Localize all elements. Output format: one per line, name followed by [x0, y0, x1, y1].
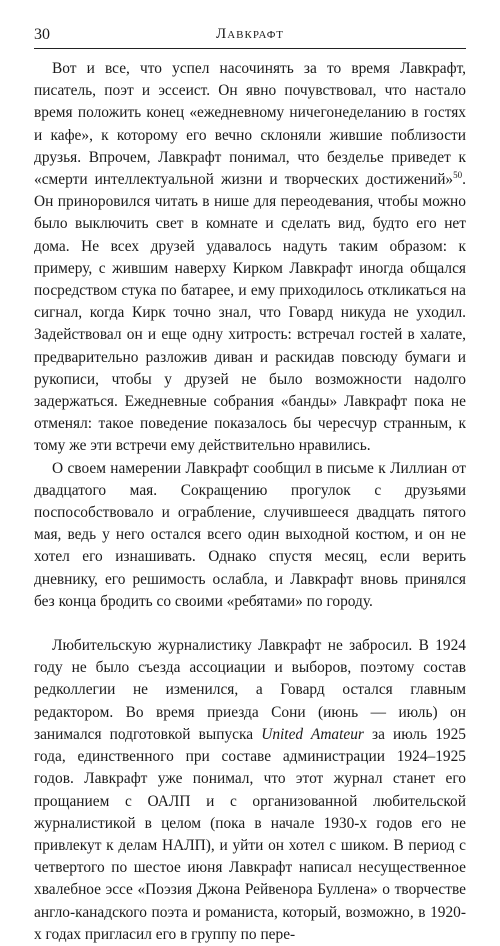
paragraph-3-continued: за июль 1925 года, единственного при составе администрации 1924–1925 годов. Лавкрафт уже понимал, что этот журнал станет его прощанием с ОАЛП и с организованной любительской журналистикой в целом (пока в начале 1930-х годов его не привлекут к делам НАЛП), и уйти он хотел с шиком. В период с четвертого по шестое июня Лавкрафт написал несущественное хвалебное эссе «Поэзия Джона Рейвенора Буллена» о творчестве англо-канадского поэта и романиста, который, возможно, в 1920-х годах пригласил его в группу по пере- — [34, 725, 466, 943]
paragraph-1-text: Вот и все, что успел насочинять за то время Лавкрафт, писатель, поэт и эссеист. Он явно почувствовал, что настало время положить конец «ежедневному ничегонеделанию в гостях и кафе», к которому его вечно склоняли жившие поблизости друзья. Впрочем, Лавкрафт понимал, что безделье приведет к «смерти интеллектуальной жизни и творческих достижений» — [34, 60, 466, 189]
paragraph-3-text: Любительскую журналистику Лавкрафт не забросил. В 1924 году не было съезда ассоциации и выборов, поэтому состав редколлегии не изменился, а Говард остался главным редактором. Во время приезда Сони (июнь — июль) он занимался подготовкой выпуска — [34, 637, 466, 743]
paragraph-1-continued: . Он приноровился читать в нише для переодевания, чтобы можно было выключить свет в комнате и сделать вид, будто его нет дома. Не всех друзей удавалось надуть таким образом: к примеру, с жившим наверху Кирком Лавкрафт иногда общался посредством стука по батарее, и ему приходилось откликаться на сигнал, когда Кирк точно знал, что Говард никуда не уходил. Задействовал он и еще одну хитрость: встречал гостей в халате, предварительно разложив диван и раскидав повсюду бумаги и рукописи, чтобы у друзей не было возможности надолго задержаться. Ежедневные собрания «банды» Лавкрафт пока не отменял: такое поведение показалось бы чересчур странным, к тому же эти встречи ему действительно нравились. — [34, 171, 466, 455]
body-text — [34, 58, 466, 946]
paragraph-2: О своем намерении Лавкрафт сообщил в письме к Лиллиан от двадцатого мая. Сокращению прогулок с друзьями поспособствовало и ограбление, случившееся двадцать пятого мая, ведь у него остался всего один выходной костюм, и он не хотел его изнашивать. Однако спустя месяц, если верить дневнику, его решимость ослабла, и Лавкрафт вновь принялся без конца бродить со своими «ребятами» по городу. — [34, 459, 466, 610]
journal-title: United Amateur — [261, 725, 364, 743]
page-number: 30 — [34, 26, 50, 43]
paragraph-1 — [34, 58, 466, 458]
footnote-marker: 50 — [453, 169, 463, 180]
page-header — [34, 22, 466, 49]
running-title: Лавкрафт — [216, 26, 284, 42]
section-break — [34, 613, 466, 635]
paragraph-3 — [34, 635, 466, 946]
